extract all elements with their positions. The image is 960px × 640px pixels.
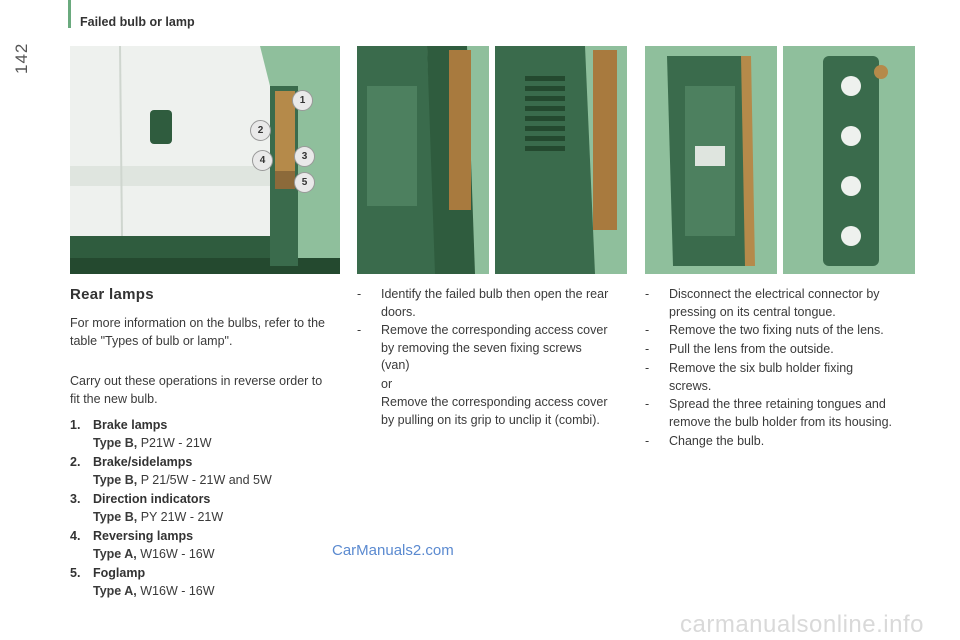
callout-2: 2 (250, 120, 271, 141)
lamp-spec: W16W - 16W (140, 547, 215, 561)
callout-4: 4 (252, 150, 273, 171)
step-remove-nuts (645, 322, 915, 340)
step-remove-screws (645, 360, 915, 396)
bulb-holder-illustration (783, 46, 915, 274)
lamp-name: Brake/sidelamps (93, 455, 193, 469)
page-number: 142 (12, 42, 31, 74)
lamp-number: 3. (70, 492, 81, 506)
lamp-spec: P21W - 21W (140, 436, 212, 450)
step-text: Change the bulb. (669, 434, 765, 448)
lamp-item-5 (70, 566, 332, 603)
lamp-type-label: Type B, (93, 436, 138, 450)
step-text: Remove the corresponding access cover by pulling on its grip to unclip it (combi). (381, 395, 608, 427)
lamp-spec: W16W - 16W (140, 584, 215, 598)
step-spread-tongues (645, 396, 935, 432)
access-cover-screws-illustration (357, 46, 489, 274)
step-text: Remove the corresponding access cover by removing the seven fixing screws (van) (381, 323, 608, 372)
step-remove-cover-van (357, 322, 627, 376)
step-identify (357, 286, 627, 322)
lamp-name: Brake lamps (93, 418, 168, 432)
lamp-number: 5. (70, 566, 81, 580)
step-disconnect (645, 286, 915, 322)
step-text: Pull the lens from the outside. (669, 342, 834, 356)
step-remove-cover-combi (357, 394, 627, 430)
lamp-name: Reversing lamps (93, 529, 194, 543)
step-dash: - (357, 323, 362, 337)
van-rear-illustration (70, 46, 340, 274)
step-text: Disconnect the electrical connector by pressing on its central tongue. (669, 287, 880, 319)
intro-paragraph-1: For more information on the bulbs, refer to the table "Types of bulb or lamp". (70, 316, 325, 348)
lamp-type-label: Type A, (93, 584, 137, 598)
lamp-item-4 (70, 529, 332, 566)
lamp-item-3 (70, 492, 332, 529)
lamp-type-label: Type B, (93, 510, 138, 524)
lamp-list (70, 418, 332, 603)
step-change-bulb (645, 433, 915, 451)
step-dash: - (357, 287, 362, 301)
lamp-type-label: Type B, (93, 473, 138, 487)
step-text: or (381, 377, 393, 391)
lamp-item-1 (70, 418, 332, 455)
step-pull-lens (645, 341, 915, 359)
step-dash: - (645, 434, 650, 448)
callout-1: 1 (292, 90, 313, 111)
watermark-carmanuals2[interactable]: CarManuals2.com (332, 542, 454, 559)
page-header-title: Failed bulb or lamp (80, 15, 195, 29)
step-dash: - (645, 342, 650, 356)
lamp-item-2 (70, 455, 332, 492)
step-text: Remove the six bulb holder fixing screws. (669, 361, 854, 393)
lamp-spec: P 21/5W - 21W and 5W (140, 473, 272, 487)
header-accent-bar (68, 0, 71, 28)
lamp-name: Foglamp (93, 566, 146, 580)
lamp-type-label: Type A, (93, 547, 137, 561)
step-text: Spread the three retaining tongues and remove the bulb holder from its housing. (669, 397, 893, 429)
callout-5: 5 (294, 172, 315, 193)
step-dash: - (645, 397, 650, 411)
step-or (357, 376, 627, 394)
watermark-carmanualsonline: carmanualsonline.info (680, 611, 924, 638)
step-dash: - (645, 323, 650, 337)
lamp-spec: PY 21W - 21W (140, 510, 224, 524)
step-text: Remove the two fixing nuts of the lens. (669, 323, 884, 337)
step-dash: - (645, 287, 650, 301)
access-cover-grip-illustration (495, 46, 627, 274)
intro-paragraph-2: Carry out these operations in reverse order to fit the new bulb. (70, 374, 323, 406)
lamp-number: 4. (70, 529, 81, 543)
step-dash: - (645, 361, 650, 375)
lamp-number: 1. (70, 418, 81, 432)
section-title: Rear lamps (70, 286, 154, 303)
callout-3: 3 (294, 146, 315, 167)
lamp-number: 2. (70, 455, 81, 469)
lens-assembly-illustration (645, 46, 777, 274)
lamp-name: Direction indicators (93, 492, 211, 506)
step-text: Identify the failed bulb then open the rear doors. (381, 287, 609, 319)
